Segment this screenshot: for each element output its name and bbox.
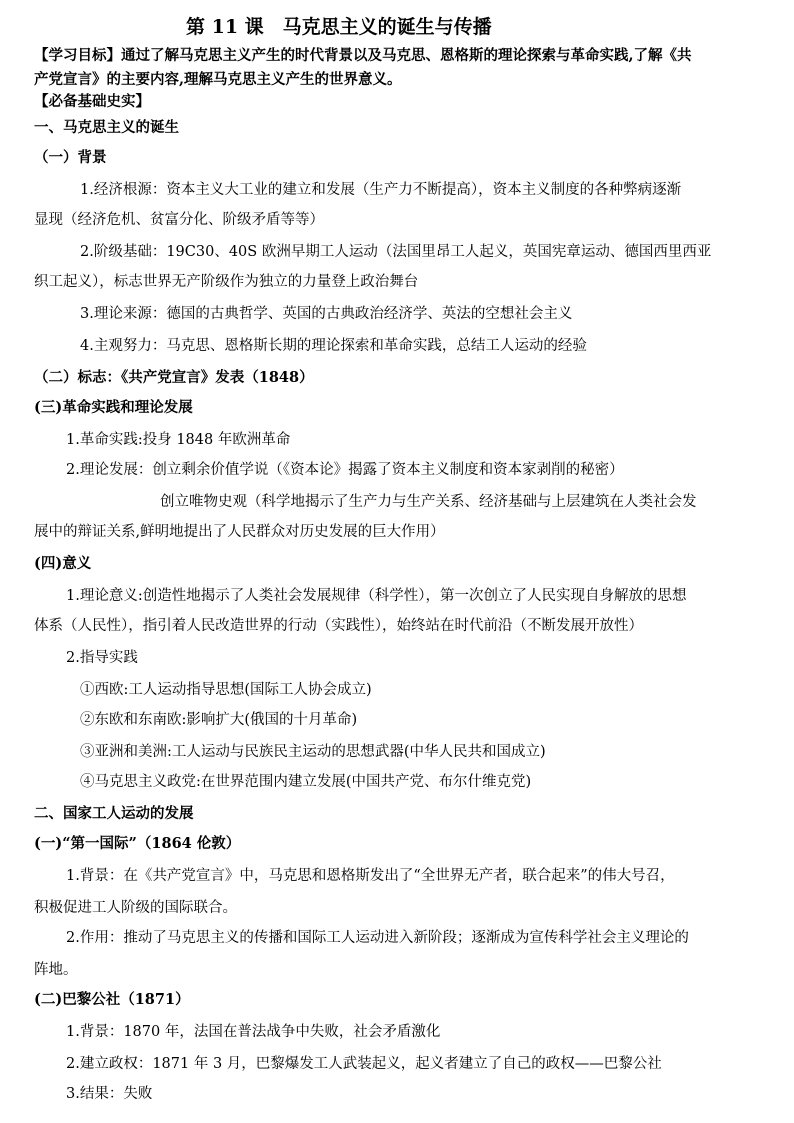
- paragraph-line: 体系（人民性），指引着人民改造世界的行动（实践性），始终站在时代前沿（不断发展开放性）: [34, 618, 643, 634]
- heading-birth: 一、马克思主义的诞生: [34, 119, 179, 136]
- paragraph-line: 显现（经济危机、贫富分化、阶级矛盾等等）: [34, 212, 324, 228]
- paragraph-line: 积极促进工人阶级的国际联合。: [34, 900, 237, 916]
- paragraph-line: 1.经济根源：资本主义大工业的建立和发展（生产力不断提高），资本主义制度的各种弊病逐渐: [80, 182, 682, 198]
- paragraph-line: 2.建立政权：1871 年 3 月，巴黎爆发工人武装起义，起义者建立了自己的政权——巴黎公社: [66, 1056, 662, 1072]
- lesson-title: 第 11 课 马克思主义的诞生与传播: [186, 16, 492, 38]
- paragraph-line: 1.革命实践:投身 1848 年欧洲革命: [66, 432, 291, 448]
- section-label-basics: 【必备基础史实】: [34, 93, 150, 110]
- subheading-background: （一）背景: [34, 149, 107, 166]
- paragraph-line: 2.作用：推动了马克思主义的传播和国际工人运动进入新阶段；逐渐成为宣传科学社会主义理论的: [66, 930, 689, 946]
- subheading-significance: (四)意义: [34, 555, 92, 572]
- paragraph-line: 1.理论意义:创造性地揭示了人类社会发展规律（科学性），第一次创立了人民实现自身解放的思想: [66, 588, 687, 604]
- paragraph-line: 2.理论发展：创立剩余价值学说（《资本论》揭露了资本主义制度和资本家剥削的秘密）: [66, 462, 624, 478]
- paragraph-line: 2.指导实践: [66, 650, 138, 666]
- list-item: ②东欧和东南欧:影响扩大(俄国的十月革命): [80, 712, 358, 728]
- objective-line-1: 【学习目标】通过了解马克思主义产生的时代背景以及马克思、恩格斯的理论探索与革命实践,了解《共: [34, 47, 692, 64]
- paragraph-line: 创立唯物史观（科学地揭示了生产力与生产关系、经济基础与上层建筑在人类社会发: [160, 494, 697, 510]
- paragraph-line: 2.阶级基础：19C30、40S 欧洲早期工人运动（法国里昂工人起义，英国宪章运动、德国西里西亚: [80, 244, 712, 260]
- objective-line-2: 产党宣言》的主要内容,理解马克思主义产生的世界意义。: [34, 71, 402, 88]
- subheading-paris-commune: (二)巴黎公社（1871）: [34, 991, 190, 1008]
- paragraph-line: 1.背景：在《共产党宣言》中，马克思和恩格斯发出了“全世界无产者，联合起来”的伟大号召，: [66, 868, 675, 884]
- paragraph-line: 阵地。: [34, 962, 78, 978]
- list-item: ③亚洲和美洲:工人运动与民族民主运动的思想武器(中华人民共和国成立): [80, 744, 546, 760]
- paragraph-line: 织工起义），标志世界无产阶级作为独立的力量登上政治舞台: [34, 274, 419, 290]
- paragraph-line: 3.理论来源：德国的古典哲学、英国的古典政治经济学、英法的空想社会主义: [80, 306, 573, 322]
- paragraph-line: 4.主观努力：马克思、恩格斯长期的理论探索和革命实践，总结工人运动的经验: [80, 338, 587, 354]
- paragraph-line: 3.结果：失败: [66, 1086, 153, 1102]
- list-item: ①西欧:工人运动指导思想(国际工人协会成立): [80, 682, 372, 698]
- heading-workers-movement: 二、国家工人运动的发展: [34, 805, 194, 822]
- paragraph-line: 展中的辩证关系,鲜明地提出了人民群众对历史发展的巨大作用）: [34, 524, 445, 540]
- subheading-practice: (三)革命实践和理论发展: [34, 399, 193, 416]
- list-item: ④马克思主义政党:在世界范围内建立发展(中国共产党、布尔什维克党): [80, 774, 532, 790]
- subheading-first-international: (一)“第一国际”（1864 伦敦）: [34, 835, 241, 852]
- subheading-symbol: （二）标志：《共产党宣言》发表（1848）: [34, 369, 314, 386]
- paragraph-line: 1.背景：1870 年，法国在普法战争中失败，社会矛盾激化: [66, 1024, 441, 1040]
